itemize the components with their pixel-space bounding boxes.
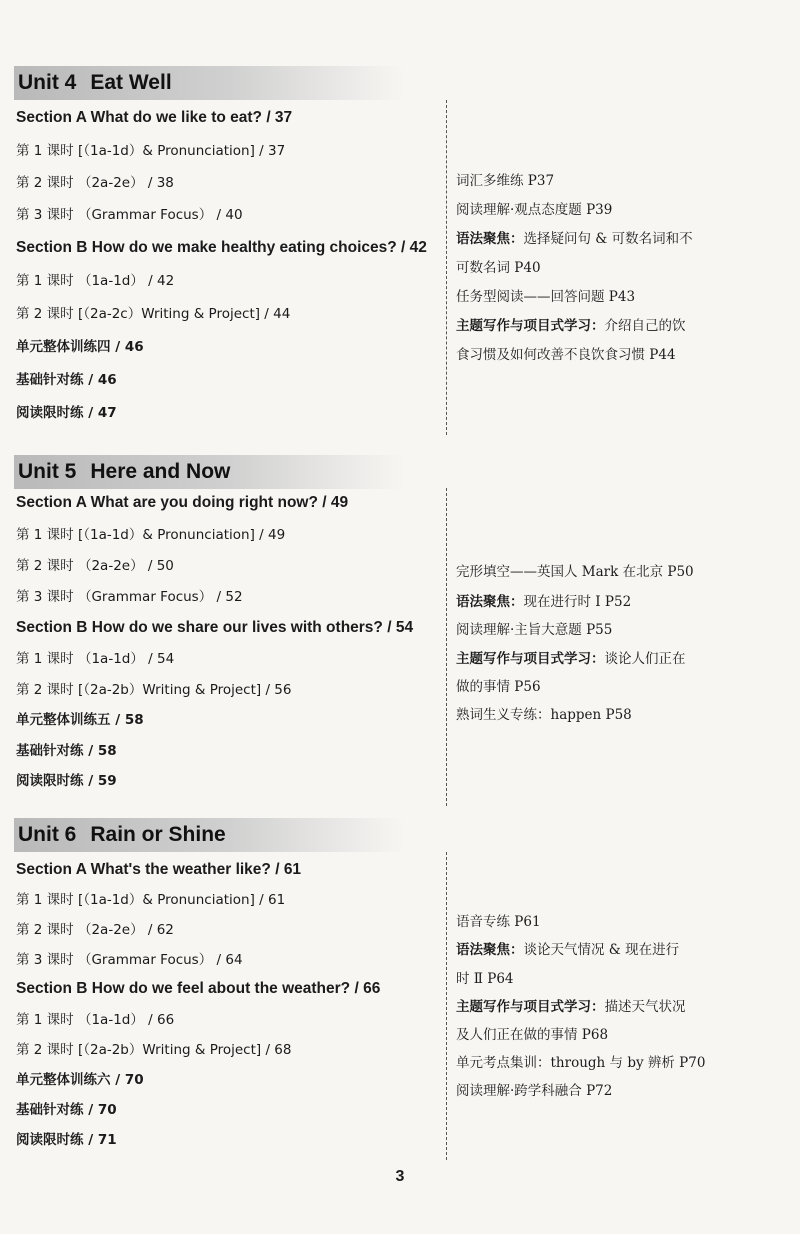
feature-item: 语法聚焦：选择疑问句 & 可数名词和不 — [456, 231, 693, 247]
timed-reading-entry[interactable]: 阅读限时练 / 59 — [16, 773, 117, 789]
unit-4-heading — [14, 66, 404, 100]
feature-item: 主题写作与项目式学习：谈论人们正在 — [456, 651, 686, 667]
timed-reading-entry[interactable]: 阅读限时练 / 47 — [16, 405, 117, 421]
lesson-entry[interactable]: 第 3 课时 （Grammar Focus） / 40 — [16, 207, 243, 223]
feature-item: 主题写作与项目式学习：描述天气状况 — [456, 999, 686, 1015]
section-a-entry[interactable]: Section A What do we like to eat? / 37 — [16, 109, 293, 126]
feature-item: 阅读理解·跨学科融合 P72 — [456, 1083, 613, 1099]
column-divider — [446, 488, 447, 806]
unit-review-entry[interactable]: 单元整体训练五 / 58 — [16, 712, 144, 728]
lesson-entry[interactable]: 第 1 课时 （1a-1d） / 66 — [16, 1012, 175, 1028]
unit-5-heading — [14, 455, 404, 489]
feature-item: 熟词生义专练：happen P58 — [456, 707, 632, 723]
column-divider — [446, 100, 447, 435]
section-a-entry[interactable]: Section A What are you doing right now? / 49 — [16, 494, 349, 511]
lesson-entry[interactable]: 第 2 课时 （2a-2e） / 38 — [16, 175, 174, 191]
feature-item: 阅读理解·观点态度题 P39 — [456, 202, 613, 218]
unit-review-entry[interactable]: 单元整体训练四 / 46 — [16, 339, 144, 355]
lesson-entry[interactable]: 第 1 课时 （1a-1d） / 54 — [16, 651, 175, 667]
lesson-entry[interactable]: 第 2 课时 （2a-2e） / 62 — [16, 922, 174, 938]
lesson-entry[interactable]: 第 1 课时 （1a-1d） / 42 — [16, 273, 175, 289]
column-divider — [446, 852, 447, 1160]
unit-6-heading — [14, 818, 404, 852]
feature-item: 词汇多维练 P37 — [456, 173, 555, 189]
lesson-entry[interactable]: 第 2 课时 [（2a-2b）Writing & Project] / 56 — [16, 682, 292, 698]
feature-item: 任务型阅读——回答问题 P43 — [456, 289, 636, 305]
lesson-entry[interactable]: 第 3 课时 （Grammar Focus） / 64 — [16, 952, 243, 968]
lesson-entry[interactable]: 第 1 课时 [（1a-1d）& Pronunciation] / 49 — [16, 527, 286, 543]
unit-title: Eat Well — [90, 71, 172, 94]
unit-number: Unit 5 — [18, 460, 77, 483]
feature-item: 及人们正在做的事情 P68 — [456, 1027, 609, 1043]
timed-reading-entry[interactable]: 阅读限时练 / 71 — [16, 1132, 117, 1148]
feature-item: 阅读理解·主旨大意题 P55 — [456, 622, 613, 638]
practice-entry[interactable]: 基础针对练 / 58 — [16, 743, 117, 759]
section-b-entry[interactable]: Section B How do we share our lives with others? / 54 — [16, 619, 414, 636]
unit-review-entry[interactable]: 单元整体训练六 / 70 — [16, 1072, 144, 1088]
unit-title: Here and Now — [90, 460, 231, 483]
feature-item: 主题写作与项目式学习：介绍自己的饮 — [456, 318, 686, 334]
feature-item: 完形填空——英国人 Mark 在北京 P50 — [456, 564, 694, 580]
unit-number: Unit 4 — [18, 71, 77, 94]
lesson-entry[interactable]: 第 2 课时 [（2a-2b）Writing & Project] / 68 — [16, 1042, 292, 1058]
feature-item: 食习惯及如何改善不良饮食习惯 P44 — [456, 347, 676, 363]
feature-item: 语法聚焦：谈论天气情况 & 现在进行 — [456, 942, 680, 958]
lesson-entry[interactable]: 第 1 课时 [（1a-1d）& Pronunciation] / 61 — [16, 892, 286, 908]
lesson-entry[interactable]: 第 3 课时 （Grammar Focus） / 52 — [16, 589, 243, 605]
section-a-entry[interactable]: Section A What's the weather like? / 61 — [16, 861, 302, 878]
feature-item: 做的事情 P56 — [456, 679, 541, 695]
section-b-entry[interactable]: Section B How do we feel about the weather? / 66 — [16, 980, 381, 997]
practice-entry[interactable]: 基础针对练 / 46 — [16, 372, 117, 388]
feature-item: 语音专练 P61 — [456, 914, 541, 930]
lesson-entry[interactable]: 第 2 课时 （2a-2e） / 50 — [16, 558, 174, 574]
section-b-entry[interactable]: Section B How do we make healthy eating choices? / 42 — [16, 239, 427, 256]
lesson-entry[interactable]: 第 2 课时 [（2a-2c）Writing & Project] / 44 — [16, 306, 291, 322]
feature-item: 可数名词 P40 — [456, 260, 541, 276]
lesson-entry[interactable]: 第 1 课时 [（1a-1d）& Pronunciation] / 37 — [16, 143, 286, 159]
page-number: 3 — [395, 1168, 405, 1185]
feature-item: 单元考点集训：through 与 by 辨析 P70 — [456, 1055, 706, 1071]
practice-entry[interactable]: 基础针对练 / 70 — [16, 1102, 117, 1118]
feature-item: 时 Ⅱ P64 — [456, 971, 514, 987]
unit-title: Rain or Shine — [90, 823, 226, 846]
unit-number: Unit 6 — [18, 823, 77, 846]
feature-item: 语法聚焦：现在进行时 Ⅰ P52 — [456, 594, 632, 610]
